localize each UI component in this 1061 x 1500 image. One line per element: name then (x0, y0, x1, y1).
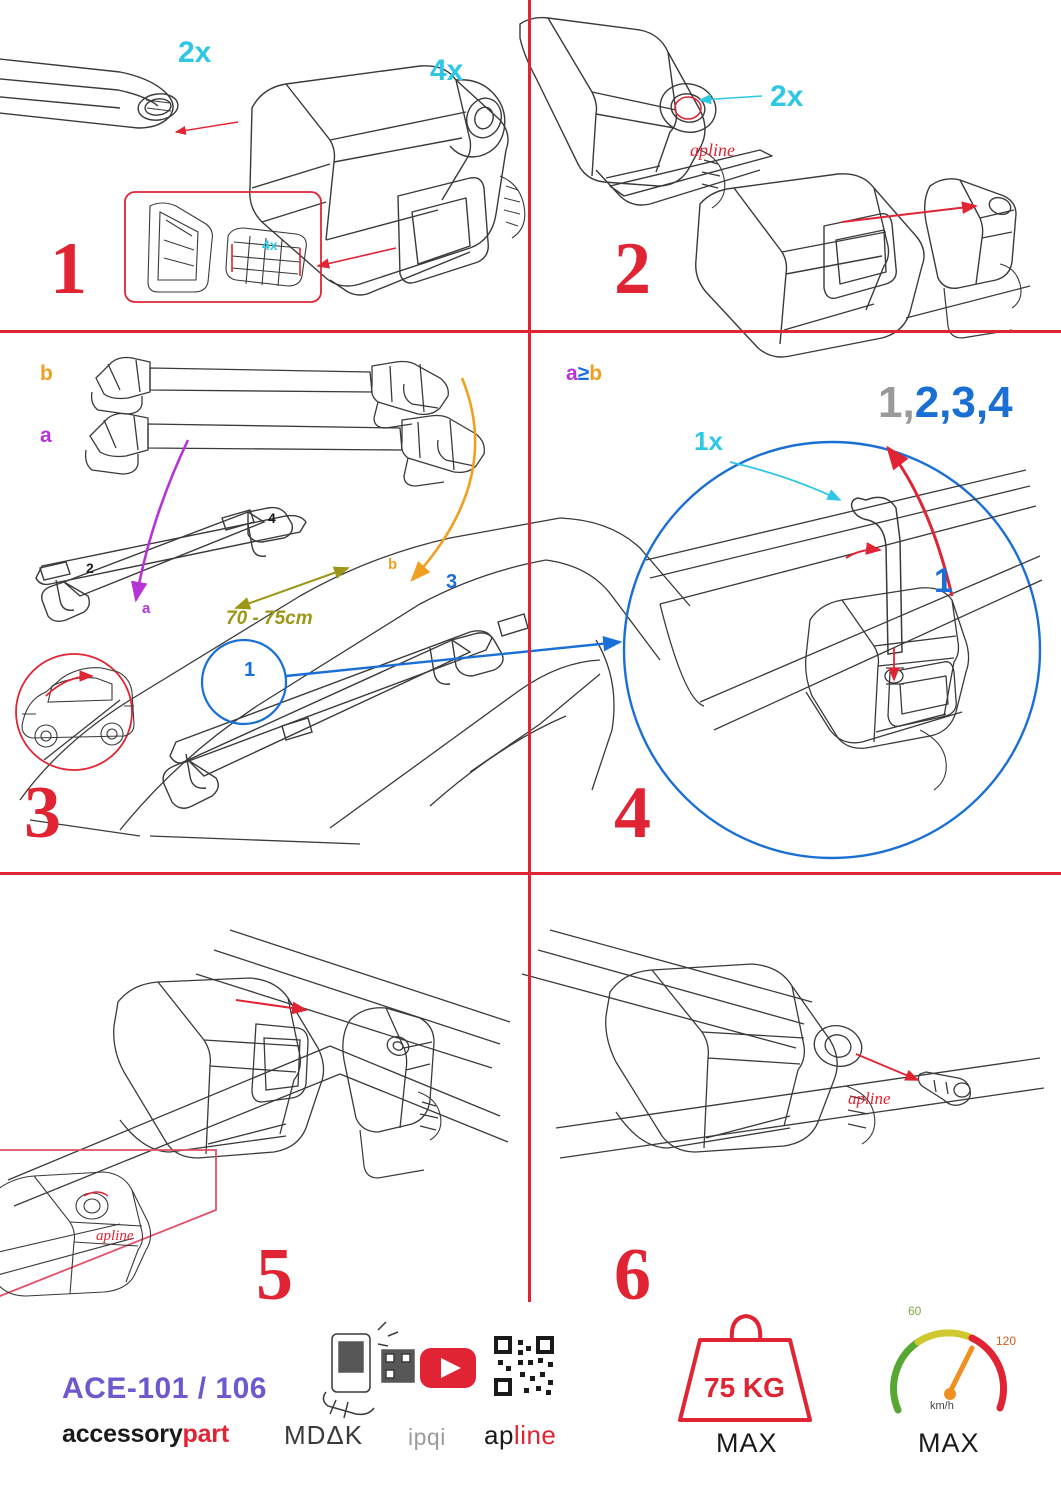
label-point-2: 2 (86, 560, 94, 576)
panel1-inset-frame (125, 192, 321, 302)
brand-accessorypart-part2: part (182, 1420, 229, 1448)
panel3-arrow-b (412, 378, 475, 580)
label-a-ge-b-a: a (566, 362, 578, 385)
callout-2x-bar: 2x (178, 36, 212, 69)
speedometer-icon (894, 1333, 1004, 1410)
label-bar-a-roof: a (142, 600, 151, 617)
brand-ipqi: ipqi (408, 1424, 446, 1450)
panel5-inset-frame (0, 1150, 216, 1300)
panel3-car-direction-arrow (46, 676, 92, 696)
brand-apline (484, 1420, 556, 1451)
panel2-arrow (842, 206, 976, 222)
panel3-detail-circle (202, 640, 286, 724)
weight-icon (680, 1316, 810, 1420)
panel6-key-arrow (856, 1054, 918, 1080)
panel5-inset-artwork (0, 1172, 151, 1296)
panel5-inset-logo: apline (96, 1228, 134, 1244)
label-distance: 70 - 75cm (226, 608, 313, 629)
panel2-logo-text: apline (690, 140, 735, 160)
divider-col-mid-top (528, 330, 531, 872)
step-number-5: 5 (256, 1234, 294, 1316)
weight-max-label: MAX (716, 1428, 778, 1458)
brand-accessorypart-part1: accessory (62, 1420, 183, 1448)
label-bar-a: a (40, 424, 52, 447)
label-detail-1: 1 (934, 562, 953, 600)
panel3-crossbars (40, 508, 528, 809)
panel3-arrow-a (136, 440, 188, 600)
brand-accessorypart (62, 1420, 229, 1449)
divider-col-top (528, 0, 531, 330)
speed-max-label: MAX (918, 1428, 980, 1458)
label-a-ge-b-b: b (589, 362, 603, 385)
label-sequence-rest: 2,3,4 (914, 378, 1013, 427)
step-number-1: 1 (50, 228, 88, 310)
panel5-slide-arrow (236, 1000, 306, 1010)
speed-scale-min: 60 (908, 1304, 922, 1318)
label-sequence-first: 1, (878, 378, 915, 427)
label-bar-b-roof: b (388, 556, 398, 573)
brand-apline-part2: line (513, 1420, 557, 1450)
weight-value: 75 KG (704, 1372, 785, 1403)
panel1-bar-arrow (176, 122, 238, 132)
panel4-detail-circle (624, 442, 1040, 858)
divider-col-bottom (528, 872, 531, 1302)
youtube-icon (420, 1348, 476, 1388)
panel6-logo-text: apline (848, 1089, 891, 1108)
panel5-artwork (8, 930, 510, 1206)
speed-scale-max: 120 (996, 1334, 1017, 1348)
brand-mdak: MDΔK (284, 1420, 364, 1450)
label-a-ge-b: a≥b (566, 362, 603, 385)
panel4-artwork (646, 470, 1042, 790)
panel2-artwork (520, 18, 1030, 357)
panel6-artwork (522, 930, 1044, 1158)
panel3-car-inset-frame (16, 654, 132, 770)
panel3-distance-arrow (236, 568, 348, 608)
callout-1x-key: 1x (694, 426, 723, 456)
callout-4x-foot: 4x (430, 54, 464, 87)
panel2-cyan-arrow (700, 96, 762, 100)
panel3-roof-rails (36, 516, 492, 789)
callout-2x-step2: 2x (770, 80, 804, 113)
panel2-lock-highlight (675, 97, 701, 119)
label-point-4: 4 (268, 510, 276, 526)
callout-4x-inset: 4x (262, 237, 278, 253)
panel1-inset-arrow (318, 248, 396, 266)
step-number-3: 3 (24, 772, 62, 854)
panel1-inset-artwork (148, 203, 306, 292)
product-code: ACE-101 / 106 (62, 1372, 267, 1405)
speed-unit: km/h (930, 1400, 954, 1412)
panel3-bars (86, 358, 485, 487)
panel4-key-arrow (730, 462, 840, 500)
step-number-2: 2 (614, 228, 652, 310)
qr-hand-icon (323, 1322, 414, 1418)
panel3-car-inset (22, 668, 134, 747)
label-sequence (878, 378, 1013, 428)
label-bar-b: b (40, 362, 53, 385)
panel5-inset-key-mark (84, 1192, 108, 1196)
step-number-4: 4 (614, 772, 652, 854)
brand-apline-part1: ap (484, 1420, 514, 1450)
qr-code-icon (494, 1336, 554, 1396)
panel3-car-roof (20, 518, 690, 844)
label-point-3: 3 (446, 571, 458, 593)
step-number-6: 6 (614, 1234, 652, 1316)
label-point-1: 1 (244, 659, 256, 681)
panel3-detail-link (286, 642, 620, 676)
panel4-rotate-arrow (846, 550, 880, 558)
